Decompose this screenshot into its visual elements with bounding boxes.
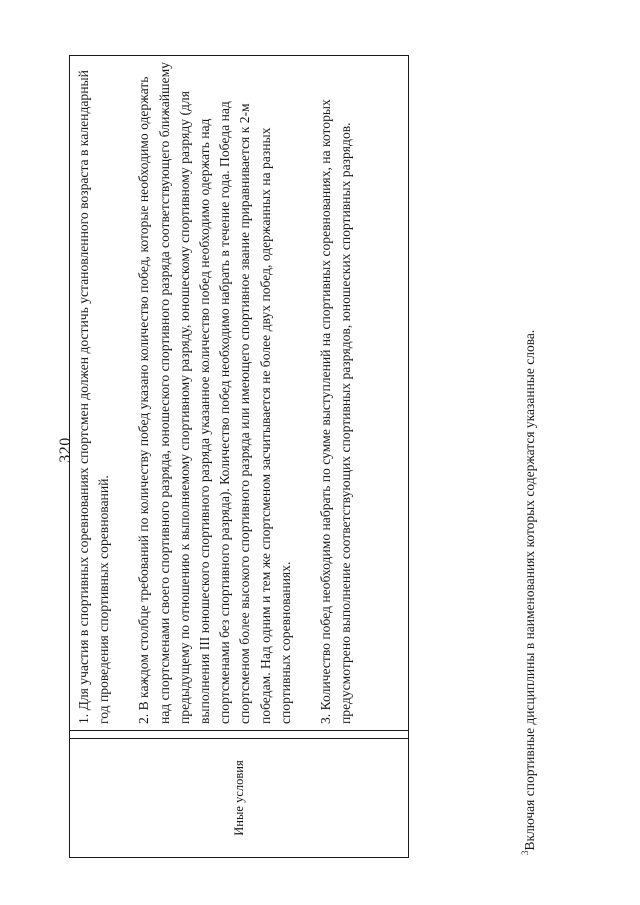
condition-paragraph-2: 2. В каждом столбце требований по количеству побед указано количество побед, которые необходимо одержать над спортсменами своего спортивного разряда, юношеского спортивного разряда соответствующего ближайшему предыдущему по отношению к выполняемому спортивному разряду, юношескому спортивному разряду (для выполнения III юношеского спортивного разряда указанное количество побед необходимо одержать над спортсменами без спортивного разряда). Количество побед необходимо набрать в течение года. Победа над спортсменом более высокого спортивного разряда или имеющего спортивное звание приравнивается к 2-м победам. Над одним и тем же спортсменом засчитывается не более двух побед, одержанных на разных спортивных соревнованиях. bbox=[136, 62, 293, 724]
row-label-cell bbox=[70, 738, 408, 857]
condition-paragraph-1: 1. Для участия в спортивных соревнованиях спортсмен должен достичь установленного возраста в календарный год проведения спортивных соревнований. bbox=[76, 70, 112, 724]
conditions-cell bbox=[70, 56, 408, 730]
footnote-text: Включая спортивные дисциплины в наименованиях которых содержатся указанные слова. bbox=[522, 329, 537, 851]
page-number: 320 bbox=[57, 437, 74, 463]
row-label: Иные условия bbox=[231, 760, 246, 836]
empty-column bbox=[70, 730, 408, 738]
condition-paragraph-3: 3. Количество побед необходимо набрать по сумме выступлений на спортивных соревнованиях, на которых предусмотрено выполнение соответствующих спортивных разрядов, юношеских спортивных разрядов. bbox=[318, 99, 354, 724]
footnote bbox=[520, 330, 538, 855]
requirements-table bbox=[69, 55, 409, 858]
footnote-marker: 3 bbox=[520, 850, 530, 855]
